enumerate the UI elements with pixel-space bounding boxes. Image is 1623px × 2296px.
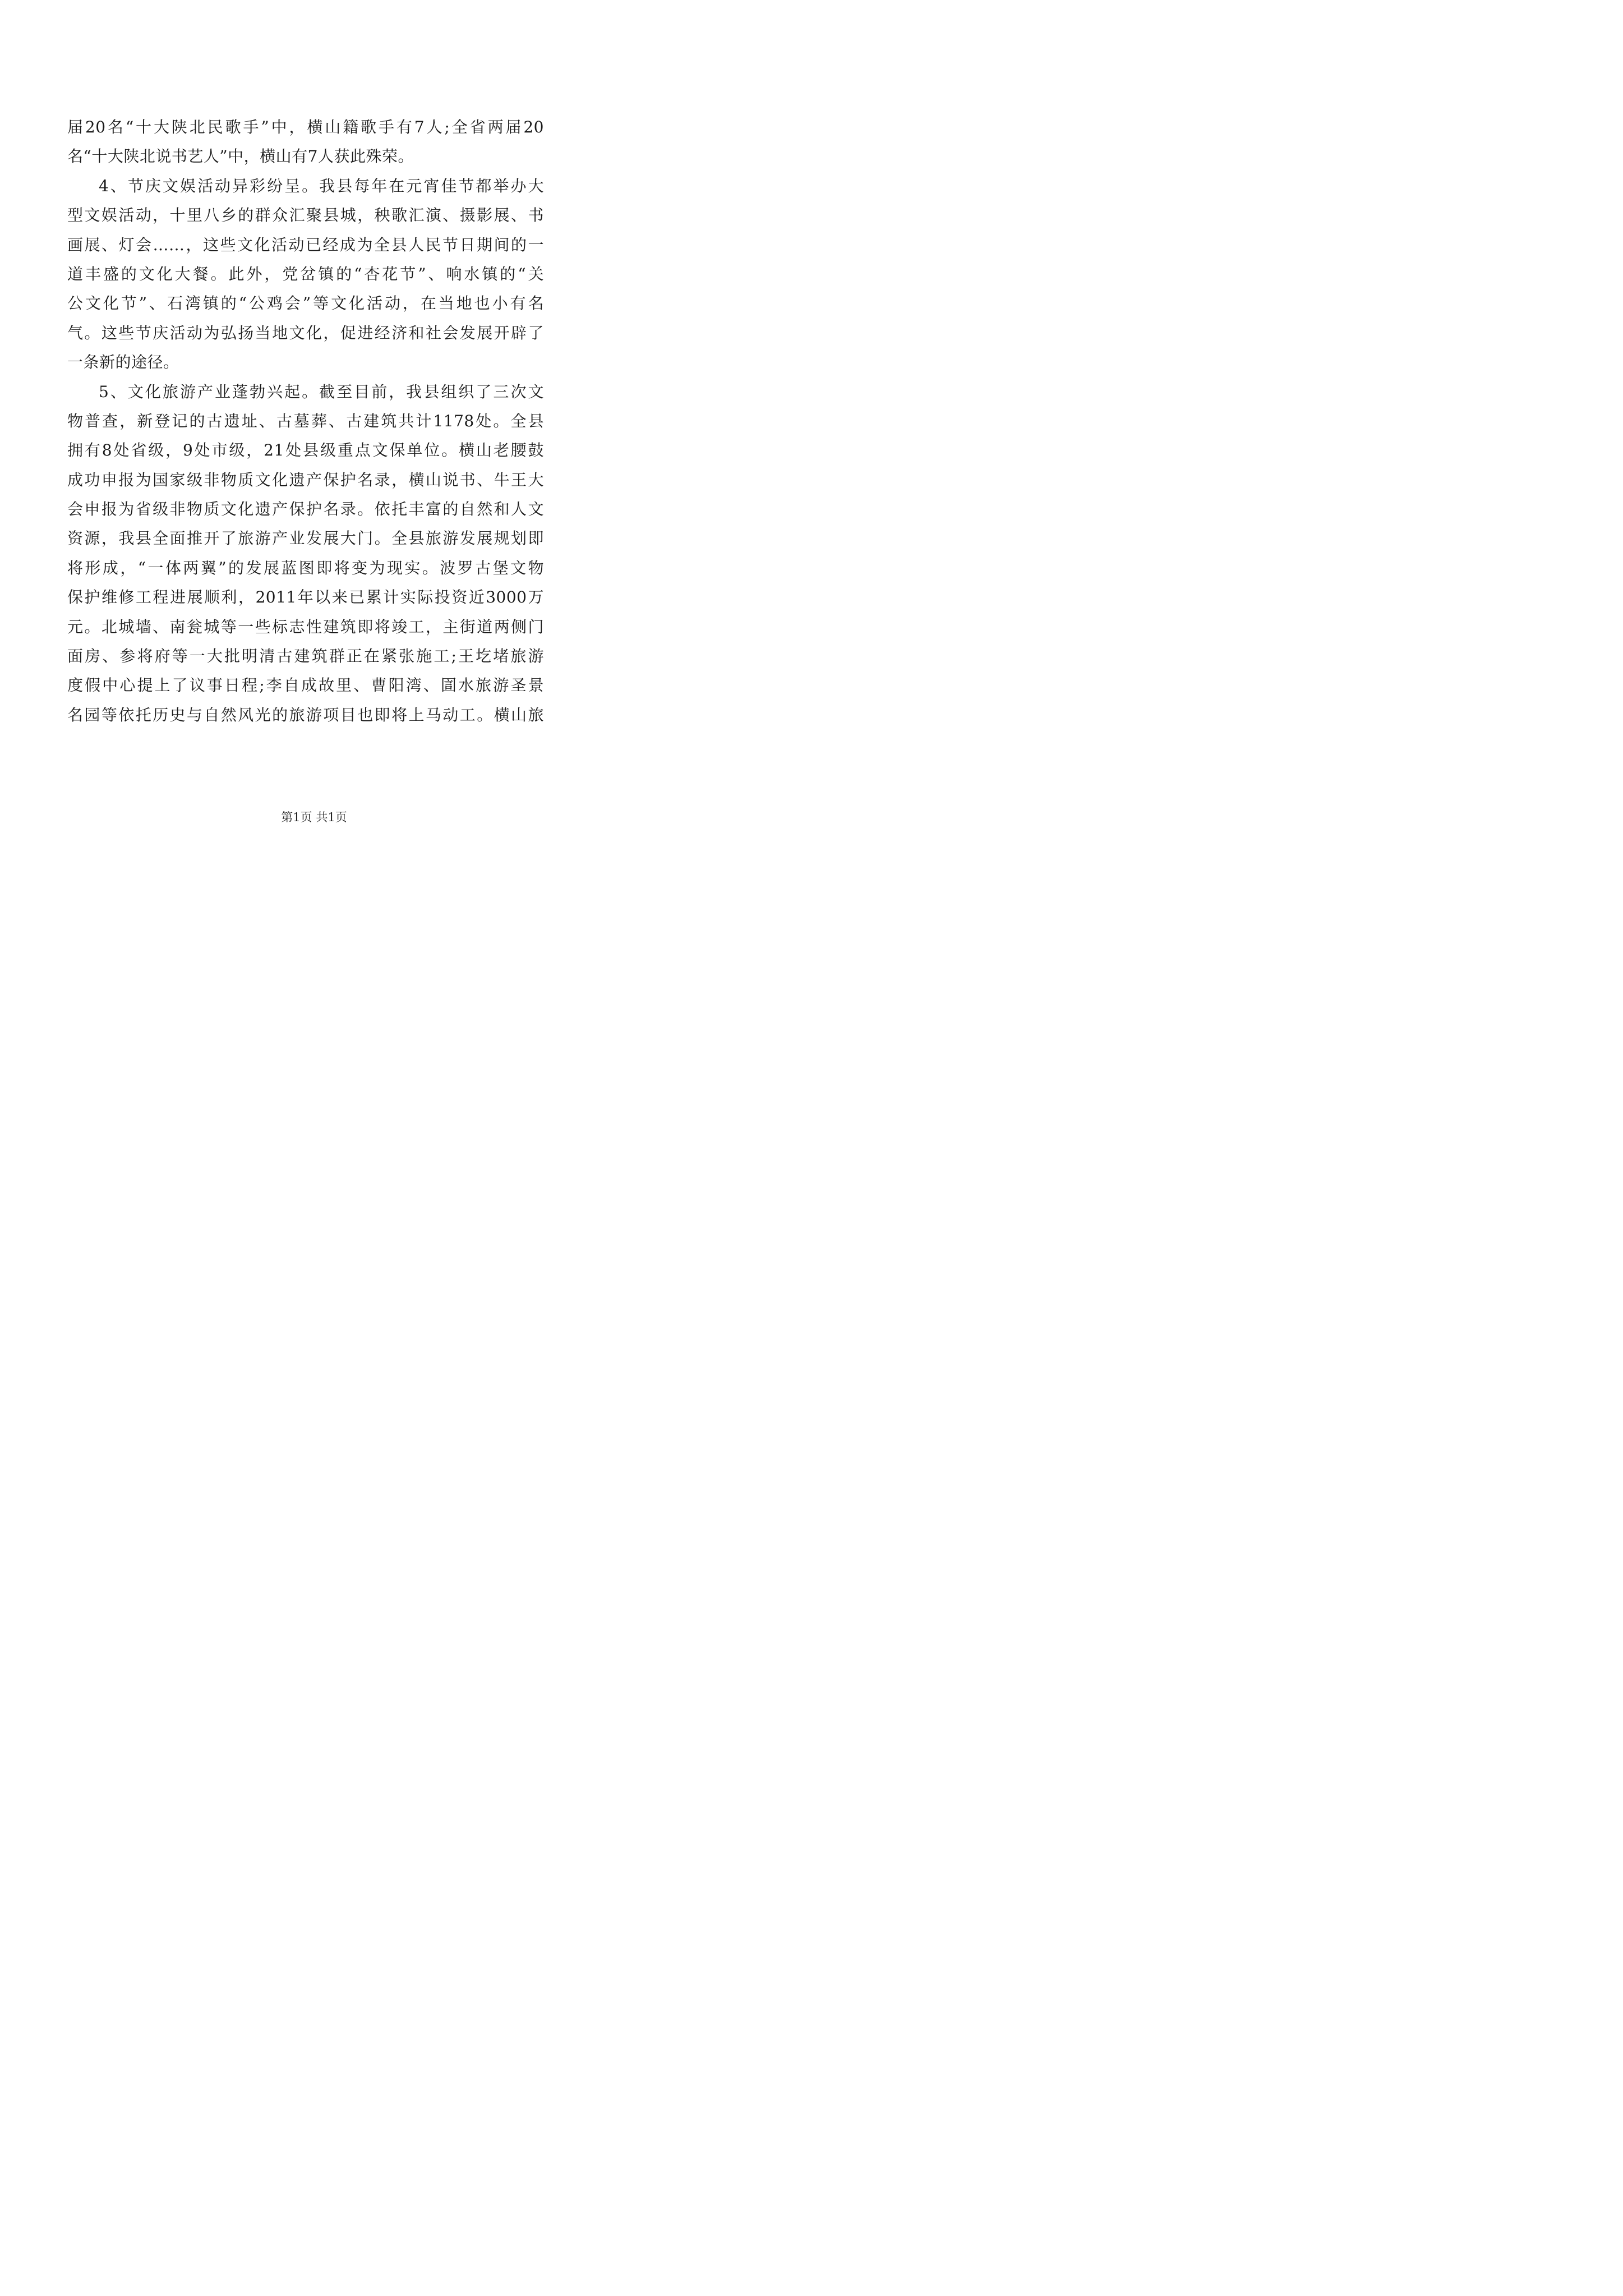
text-line: 元。北城墙、南瓮城等一些标志性建筑即将竣工，主街道两侧门 xyxy=(67,617,544,636)
text-line: 成功申报为国家级非物质文化遗产保护名录，横山说书、牛王大 xyxy=(67,470,544,489)
text-line: 会申报为省级非物质文化遗产保护名录。依托丰富的自然和人文 xyxy=(67,500,544,519)
paragraph-item-4 xyxy=(67,172,544,378)
text-line: 一条新的途径。 xyxy=(67,353,179,372)
text-line: 画展、灯会……，这些文化活动已经成为全县人民节日期间的一 xyxy=(67,235,544,254)
document-body xyxy=(67,113,544,730)
text-line: 型文娱活动，十里八乡的群众汇聚县城，秧歌汇演、摄影展、书 xyxy=(67,206,544,225)
text-line: 5、文化旅游产业蓬勃兴起。截至目前，我县组织了三次文 xyxy=(99,382,544,401)
text-line: 气。这些节庆活动为弘扬当地文化，促进经济和社会发展开辟了 xyxy=(67,323,544,342)
text-line: 届20名“十大陕北民歌手”中，横山籍歌手有7人;全省两届20 xyxy=(67,118,544,136)
text-line: 保护维修工程进展顺利，2011年以来已累计实际投资近3000万 xyxy=(67,588,544,607)
text-line: 4、节庆文娱活动异彩纷呈。我县每年在元宵佳节都举办大 xyxy=(99,176,544,195)
text-line: 物普查，新登记的古遗址、古墓葬、古建筑共计1178处。全县 xyxy=(67,411,544,430)
paragraph-item-5 xyxy=(67,378,544,730)
paragraph-continuation xyxy=(67,113,544,172)
text-line: 道丰盛的文化大餐。此外，党岔镇的“杏花节”、响水镇的“关 xyxy=(67,264,544,283)
page-number-label: 第1页 共1页 xyxy=(281,811,347,824)
text-line: 拥有8处省级，9处市级，21处县级重点文保单位。横山老腰鼓 xyxy=(67,441,544,460)
text-line: 名园等依托历史与自然风光的旅游项目也即将上马动工。横山旅 xyxy=(67,705,544,724)
document-page xyxy=(0,0,628,889)
text-line: 面房、参将府等一大批明清古建筑群正在紧张施工;王圪堵旅游 xyxy=(67,647,544,666)
text-line: 名“十大陕北说书艺人”中，横山有7人获此殊荣。 xyxy=(67,147,414,166)
text-line: 度假中心提上了议事日程;李自成故里、曹阳湾、圁水旅游圣景 xyxy=(67,676,544,695)
page-footer xyxy=(0,809,628,826)
text-line: 公文化节”、石湾镇的“公鸡会”等文化活动，在当地也小有名 xyxy=(67,294,544,313)
text-line: 将形成，“一体两翼”的发展蓝图即将变为现实。波罗古堡文物 xyxy=(67,558,544,577)
text-line: 资源，我县全面推开了旅游产业发展大门。全县旅游发展规划即 xyxy=(67,529,544,548)
